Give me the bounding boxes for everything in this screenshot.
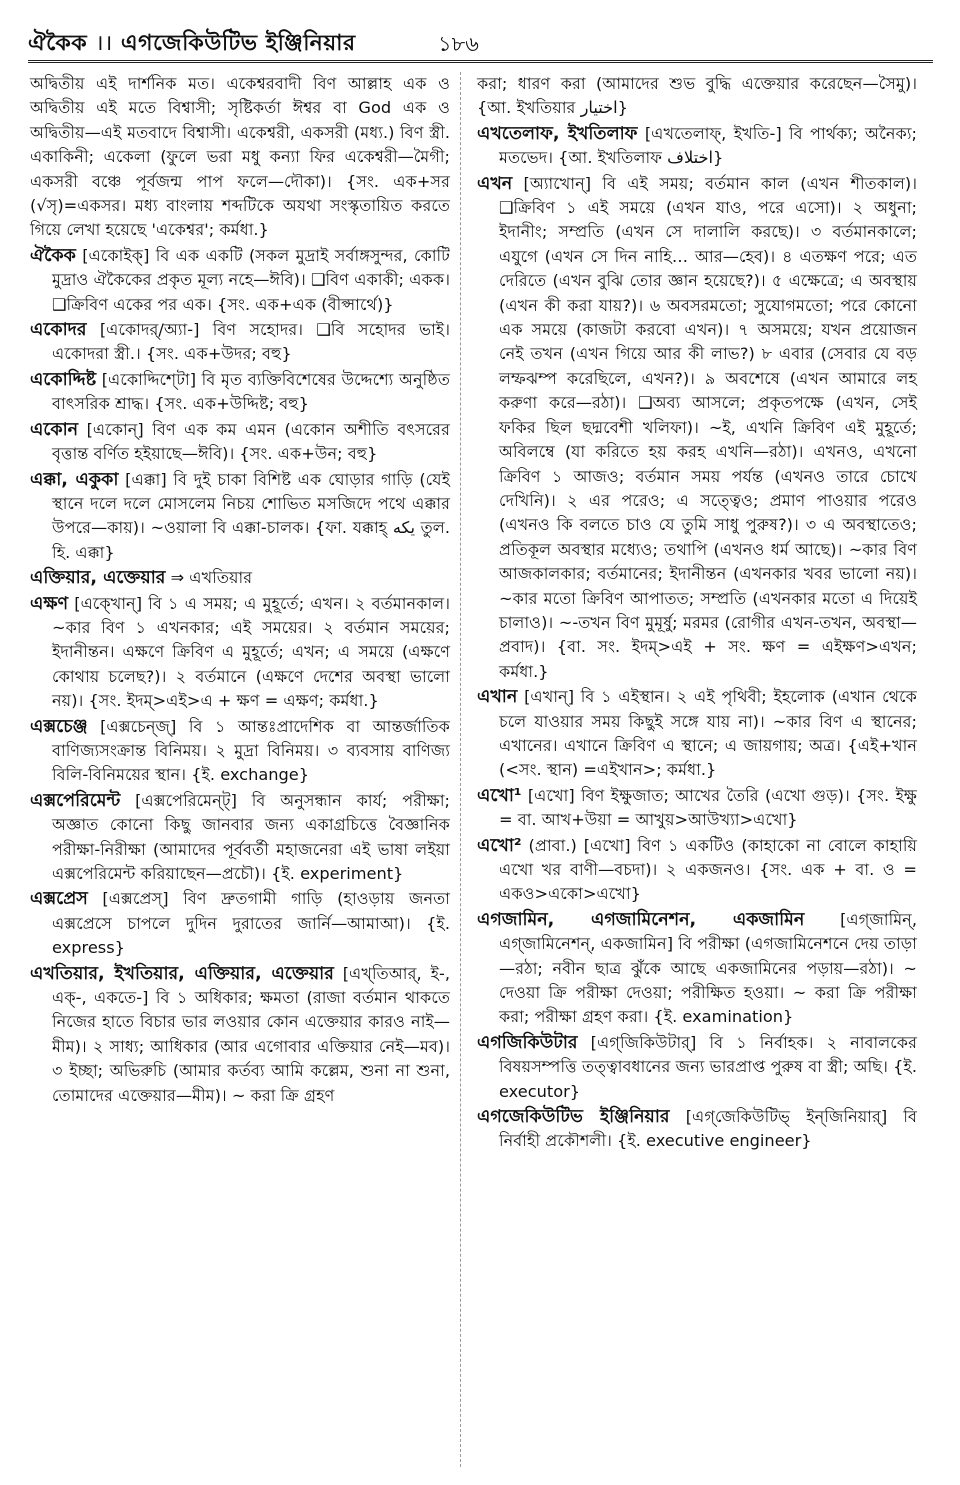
dictionary-entry: [30, 368, 450, 417]
definition-text: [একোইক্] বি এক একটি (সকল মুদ্রাই সর্বাঙ্গসুন্দর, কোটি মুদ্রাও ঐকৈকের প্রকৃত মূল্য নহে—ঈবি)। ❑বিণ একাকী; একক। ❑ক্রিবিণ একের পর এক। {সং. এক+এক (বীপ্সার্থে)}: [52, 245, 450, 314]
definition-text: [এক্সচেন্‌জ্] বি ১ আন্তঃপ্রাদেশিক বা আন্তর্জাতিক বাণিজ্যসংক্রান্ত বিনিময়। ২ মুদ্রা বিনিময়। ৩ ব্যবসায় বাণিজ্য বিলি-বিনিময়ের স্থান। {ই. exchange}: [52, 716, 450, 785]
headword: একোদর: [30, 320, 87, 341]
dictionary-entry: [477, 834, 917, 907]
headword: এগজামিন, এগজামিনেশন, একজামিন: [477, 909, 805, 930]
headword: এক্কা, একুকা: [30, 469, 119, 490]
dictionary-entry: [30, 318, 450, 367]
headword: এখো¹: [477, 785, 522, 806]
dictionary-entry: [477, 685, 917, 783]
dictionary-entry: [30, 72, 450, 243]
definition-text: (প্রাবা.) [এখো] বিণ ১ একটিও (কাহাকো না বোলে কাহায়ি এখো খর বাণী—বচদা)। ২ একজনও। {সং. এক + বা. ও = একও>একো>এখো}: [499, 835, 917, 904]
definition-text: [এক্খোন্] বি ১ এ সময়; এ মুহূর্তে; এখন। ২ বর্তমানকাল। ~কার বিণ ১ এখনকার; এই সময়ের। ২ বর্তমান সময়ের; ইদানীন্তন। এক্ষণে ক্রিবিণ এ মুহূর্তে; এখন; এ সময়ে (এক্ষণে কোথায় চলেছ?)। ২ বর্তমানে (এক্ষণে দেশের অবস্থা ভালো নয়)। {সং. ইদম্>এই>এ + ক্ষণ = এক্ষণ; কর্মধা.}: [52, 593, 450, 711]
definition-text: [এগ্‌জিকিউটার্] বি ১ নির্বাহক। ২ নাবালকের বিষয়সম্পত্তি তত্ত্বাবধানের জন্য ভারপ্রাপ্ত পুরুষ বা স্ত্রী; অছি। {ই. executor}: [499, 1032, 917, 1101]
dictionary-entry: [30, 566, 450, 590]
definition-text: [অ্যাখোন্] বি এই সময়; বর্তমান কাল (এখন শীতকাল)। ❑ক্রিবিণ ১ এই সময়ে (এখন যাও, পরে এসো)। ২ অধুনা; ইদানীং; সম্প্রতি (এখন সে দালালি করছে)। ৩ বর্তমানকালে; এযুগে (এখন সে দিন নাহি… আর—হেব)। ৪ এতক্ষণ পরে; এত দেরিতে (এখন বুঝি তোর জ্ঞান হয়েছে?)। ৫ এক্ষেত্রে; এ অবস্থায় (এখন কী করা যায়?)। ৬ অবসরমতো; সুযোগমতো; পরে কোনো এক সময়ে (কাজটা করবো এখন)। ৭ অসময়ে; যখন প্রয়োজন নেই তখন (এখন গিয়ে আর কী লাভ?) ৮ এবার (সেবার যে বড় লম্ফঝম্প করেছিলে, এখন?)। ৯ অবশেষে (এখন আমারে লহ করুণা করে—রঠা)। ❑অব্য আসলে; প্রকৃতপক্ষে (এখন, সেই ফকির ছিল ছদ্মবেশী খলিফা)। ~ই, এখনি ক্রিবিণ এই মুহূর্তে; অবিলম্বে (যা করিতে হয় করহ এখনি—রঠা)। এখনও, এখনো ক্রিবিণ ১ আজও; বর্তমান সময় পর্যন্ত (এখনও তারে চোখে দেখিনি)। ২ এর পরেও; এ সত্ত্বেও; প্রমাণ পাওয়ার পরেও (এখনও কি বলতে চাও যে তুমি সাধু পুরুষ?)। ৩ এ অবস্থাতেও; প্রতিকূল অবস্থার মধ্যেও; তথাপি (এখনও ধর্ম আছে)। ~কার বিণ আজকালকার; বর্তমানের; ইদানীন্তন (এখনকার খবর ভালো নয়)। ~কার মতো ক্রিবিণ আপাতত; সম্প্রতি (এখনকার মতো এ দিয়েই চালাও)। ~-তখন বিণ মুমূর্ষু; মরমর (রোগীর এখন-তখন, অবস্থা—প্রবাদ)। {বা. সং. ইদম্>এই + সং. ক্ষণ = এইক্ষণ>এখন; কর্মধা.}: [499, 173, 917, 681]
dictionary-entry: [30, 244, 450, 317]
headword: এক্ষণ: [30, 593, 69, 614]
headword: এখো²: [477, 835, 522, 856]
definition-text: [এক্সপ্রেস্] বিণ দ্রুতগামী গাড়ি (হাওড়ায় জনতা এক্সপ্রেসে চাপলে দুদিন দুরাতের জার্নি—আমাআ)। {ই. express}: [52, 889, 450, 958]
headword: এগজিকিউটার: [477, 1032, 578, 1053]
headword: এখান: [477, 687, 518, 708]
guide-last-word: এগজেকিউটিভ ইঞ্জিনিয়ার: [120, 31, 356, 56]
column-divider: [460, 72, 461, 1467]
dictionary-entry: [477, 908, 917, 1030]
dictionary-entry: [30, 789, 450, 887]
definition-text: [এখতেলাফ্, ইখতি-] বি পার্থক্য; অনৈক্য; মতভেদ। {আ. ইখতিলাফ اختلاف}: [499, 123, 917, 168]
definition-text: [এগ্‌জেকিউটিভ্‌ ইন্‌জিনিয়ার্] বি নির্বাহী প্রকৌশলী। {ই. executive engineer}: [499, 1107, 917, 1151]
page-number: ১৮৬: [438, 32, 479, 56]
dictionary-entry: [30, 887, 450, 960]
guide-words: [28, 26, 356, 63]
definition-text: [একোদর্/অ্যা-] বিণ সহোদর। ❑বি সহোদর ভাই। একোদরা স্ত্রী.। {সং. এক+উদর; বহু}: [52, 320, 450, 364]
definition-text: অদ্বিতীয় এই দার্শনিক মত। একেশ্বরবাদী বিণ আল্লাহ এক ও অদ্বিতীয় এই মতে বিশ্বাসী; সৃষ্টিকর্তা ঈশ্বর বা God এক ও অদ্বিতীয়—এই মতবাদে বিশ্বাসী। একেশ্বরী, একসরী (মধ্য.) বিণ স্ত্রী. একাকিনী; একেলা (ফুলে ভরা মধু কন্যা ফির একেশ্বরী—মৈগী; একসরী বঞ্চে পূর্বজন্ম পাপ ফলে—দৌকা)। {সং. এক+সর (√সৃ)=একসর। মধ্য বাংলায় শব্দটিকে অযথা সংস্কৃতায়িত করতে গিয়ে লেখা হয়েছে 'একেশ্বর'; কর্মধা.}: [30, 74, 450, 240]
dictionary-entry: [30, 418, 450, 467]
headword: এখতেলাফ, ইখতিলাফ: [477, 123, 638, 144]
header-rule: [28, 60, 933, 63]
dictionary-entry: [477, 784, 917, 833]
definition-text: [একোন্] বিণ এক কম এমন (একোন অশীতি বৎসরের বৃত্তান্ত বর্ণিত হইয়াছে—ঈবি)। {সং. এক+উন; বহু}: [52, 419, 450, 464]
definition-text: [এক্সপেরিমেন্‌ট্] বি অনুসন্ধান কার্য; পরীক্ষা; অজ্ঞাত কোনো কিছু জানবার জন্য একাগ্রচিত্তে বৈজ্ঞানিক পরীক্ষা-নিরীক্ষা (আমাদের পূর্ববর্তী মহাজনেরা এই ভাষা লইয়া এক্সপেরিমেন্ট করিয়াছেন—প্রচৌ)। {ই. experiment}: [52, 790, 450, 883]
definition-text: করা; ধারণ করা (আমাদের শুভ বুদ্ধি এক্তেয়ার করেছেন—সৈমু)। {আ. ইখতিয়ার اختيار}: [477, 74, 917, 118]
dictionary-entry: [30, 962, 450, 1108]
definition-text: [একোদ্দিশ্টো] বি মৃত ব্যক্তিবিশেষের উদ্দেশ্যে অনুষ্ঠিত বাৎসরিক শ্রাদ্ধ। {সং. এক+উদ্দিষ্ট; বহু}: [52, 369, 450, 414]
dictionary-entry: [477, 122, 917, 171]
headword: এক্সপেরিমেন্ট: [30, 790, 121, 811]
right-column: [477, 72, 917, 1155]
dictionary-entry: [477, 172, 917, 685]
page-header: [28, 26, 928, 70]
dictionary-entry: [30, 715, 450, 788]
guide-separator: ।।: [95, 31, 113, 56]
left-column: [30, 72, 450, 1109]
definition-text: [এখ্‌তিআর্, ই-, এক্-, একতে-] বি ১ অধিকার; ক্ষমতা (রাজা বর্তমান থাকতে নিজের হাতে বিচার ভার লওয়ার কোন এক্তেয়ার কারও নাই—মীম)। ২ সাধ্য; আধিকার (আর এগোবার এক্তিয়ার নেই—মব)। ৩ ইচ্ছা; অভিরুচি (আমার কর্তব্য আমি কল্লেম, শুনা না শুনা, তোমাদের এক্তেয়ার—মীম)। ~ করা ক্রি গ্রহণ: [52, 963, 450, 1105]
definition-text: ⇒ এখতিয়ার: [165, 568, 253, 588]
definition-text: [এগ্‌জামিন্, এগ্‌জামিনেশন্, একজামিন] বি পরীক্ষা (এগজামিনেশনে দেয় তাড়া—রঠা; নবীন ছাত্র ঝুঁকে আছে একজামিনের পড়ায়—রঠা)। ~ দেওয়া ক্রি পরীক্ষা দেওয়া; পরীক্ষিত হওয়া। ~ করা ক্রি পরীক্ষা করা; পরীক্ষা গ্রহণ করা। {ই. examination}: [499, 909, 917, 1027]
headword: ঐকৈক: [30, 245, 76, 266]
guide-first-word: ঐকৈক: [28, 31, 88, 56]
dictionary-entry: [477, 1105, 917, 1154]
dictionary-entry: [30, 592, 450, 714]
definition-text: [এক্কা] বি দুই চাকা বিশিষ্ট এক ঘোড়ার গাড়ি (যেই স্থানে দলে দলে মোসলেম নিচয় শোভিত মসজিদে পথে এক্কার উপরে—কায়)। ~ওয়ালা বি এক্কা-চালক। {ফা. যক্কাহ্ يکه তুল. হি. এক্কা}: [52, 469, 451, 562]
headword: এখতিয়ার, ইখতিয়ার, এক্তিয়ার, এক্তেয়ার: [30, 963, 334, 984]
headword: এক্সচেঞ্জ: [30, 716, 88, 737]
dictionary-entry: [30, 468, 450, 566]
headword: একোদ্দিষ্ট: [30, 369, 97, 390]
headword: এক্তিয়ার, এক্তেয়ার: [30, 568, 166, 589]
definition-text: [এখো] বিণ ইক্ষুজাত; আখের তৈরি (এখো গুড়)। {সং. ইক্ষু = বা. আখ+উয়া = আখুয়>আউখ্যা>এখো}: [499, 785, 917, 830]
dictionary-entry: [477, 72, 917, 121]
headword: একোন: [30, 419, 79, 440]
headword: এগজেকিউটিভ ইঞ্জিনিয়ার: [477, 1107, 670, 1128]
headword: এখন: [477, 173, 513, 194]
dictionary-entry: [477, 1031, 917, 1104]
definition-text: [এখান্] বি ১ এইস্থান। ২ এই পৃথিবী; ইহলোক (এখান থেকে চলে যাওয়ার সময় কিছুই সঙ্গে যায় না)। ~কার বিণ এ স্থানের; এখানের। এখানে ক্রিবিণ এ স্থানে; এ জায়গায়; অত্র। {এই+খান (<সং. স্থান) =এইখান>; কর্মধা.}: [499, 687, 917, 780]
headword: এক্সপ্রেস: [30, 889, 88, 910]
